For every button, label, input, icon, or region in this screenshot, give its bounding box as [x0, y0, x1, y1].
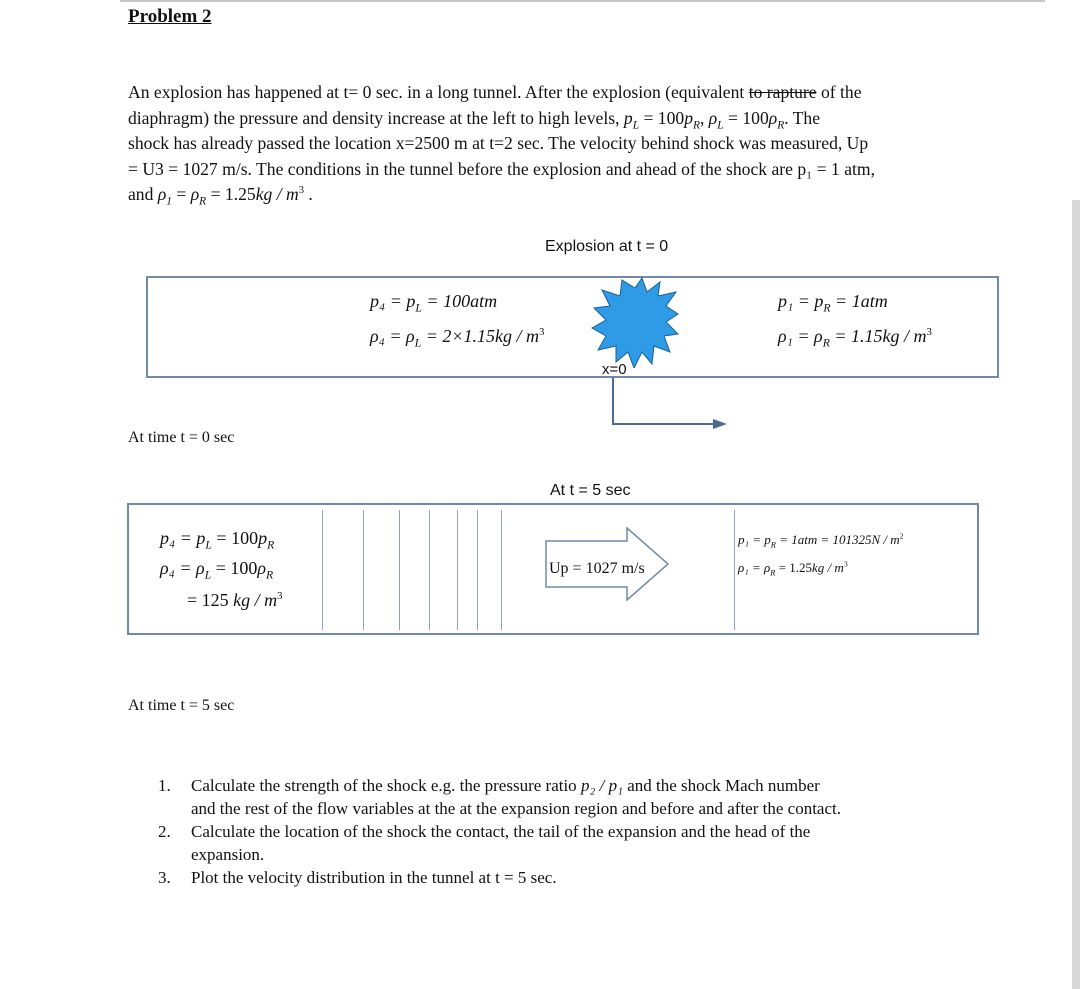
time-label-t5: At time t = 5 sec	[128, 697, 235, 714]
struck-text: to rapture	[748, 82, 817, 102]
fig2-left-pressure: $p_4 = p_L = 100p_R$	[160, 528, 275, 552]
statement-line-4: = U3 = 1027 m/s. The conditions in the tunnel before the explosion and ahead of the shock are p₁ = 1 atm,	[128, 158, 875, 179]
question-item: 1. Calculate the strength of the shock e.g. the pressure ratio p₂ / p₁ and the shock Mach number and the rest of the flow variables at the at the expansion region and before and after the contact.	[158, 776, 841, 818]
question-item: 3. Plot the velocity distribution in the tunnel at t = 5 sec.	[158, 868, 557, 887]
expansion-wave-line	[477, 510, 478, 630]
expansion-wave-line	[399, 510, 400, 630]
problem-title: Problem 2	[128, 6, 212, 27]
fig1-left-pressure: $p_4 = p_L = 100atm$	[370, 291, 498, 315]
velocity-label: Up = 1027 m/s	[549, 560, 645, 577]
x-axis-arrow	[605, 378, 730, 433]
statement-line-5: and $\rho_1 = \rho_R = 1.25kg / m^3$ .	[128, 184, 313, 208]
statement-line-3: shock has already passed the location x=2500 m at t=2 sec. The velocity behind shock was measured, Up	[128, 133, 869, 153]
problem-statement	[128, 80, 958, 208]
fig2-right-density: $\rho_1 = \rho_R = 1.25kg / m^3$	[738, 559, 848, 578]
statement-line-2: diaphragm) the pressure and density increase at the left to high levels, $p_L = 100p_R$, $\rho_L = 100\rho_R$. The	[128, 107, 821, 132]
expansion-wave-line	[363, 510, 364, 630]
fig2-caption: At t = 5 sec	[550, 482, 631, 499]
fig2-left-density: $\rho_4 = \rho_L = 100\rho_R$	[160, 558, 274, 582]
top-rule	[120, 0, 1045, 2]
fig2-right-pressure: $p_1 = p_R = 1atm = 101325N / m^2$	[738, 531, 904, 550]
scrollbar-track[interactable]	[1072, 200, 1080, 989]
expansion-wave-line	[457, 510, 458, 630]
expansion-wave-line	[501, 510, 502, 630]
time-label-t0: At time t = 0 sec	[128, 429, 235, 446]
question-item: 2. Calculate the location of the shock the contact, the tail of the expansion and the head of the expansion.	[158, 822, 811, 864]
origin-label: x=0	[602, 361, 627, 378]
explosion-burst-icon	[590, 276, 680, 368]
expansion-wave-line	[429, 510, 430, 630]
fig2-left-density-value: = 125 kg / $m^3$	[187, 590, 283, 610]
fig1-right-density: $\rho_1 = \rho_R = 1.15kg / m^3$	[778, 326, 932, 350]
pressure-ratio: p₂ / p₁	[580, 776, 623, 795]
question-list	[158, 774, 958, 889]
fig1-caption: Explosion at t = 0	[545, 238, 669, 255]
fig1-right-pressure: $p_1 = p_R = 1atm$	[778, 291, 888, 315]
fig1-left-density: $\rho_4 = \rho_L = 2\times 1.15kg / m^3$	[370, 326, 545, 350]
shock-line	[734, 510, 735, 630]
expansion-wave-line	[322, 510, 323, 630]
statement-line-1: An explosion has happened at t= 0 sec. in a long tunnel. After the explosion (equivalent to rapture of the	[128, 82, 862, 102]
